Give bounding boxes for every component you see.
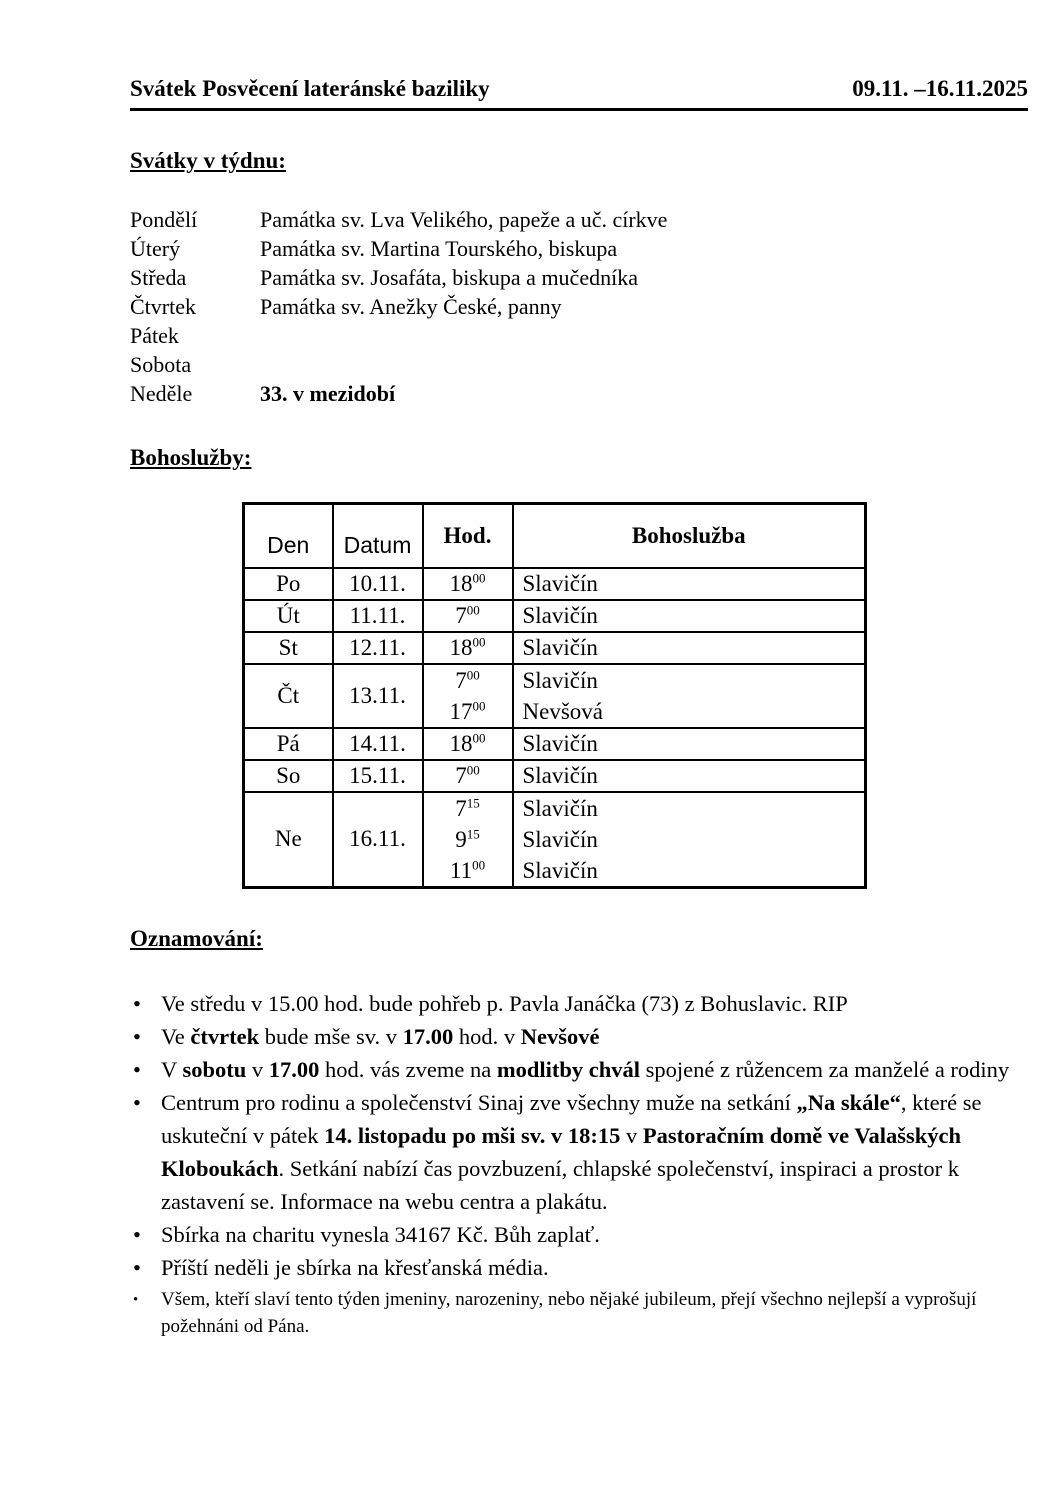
announcement-text-bold: čtvrtek: [190, 1023, 260, 1049]
section-heading-feasts: Svátky v týdnu:: [130, 148, 286, 173]
table-row: [244, 632, 866, 664]
time-minutes-superscript: 00: [466, 666, 480, 682]
place-entry: Slavičín: [522, 795, 598, 821]
time-entry: $7^{00}$: [455, 666, 480, 693]
time-minutes-superscript: 15: [466, 825, 480, 841]
place-entry: Slavičín: [522, 857, 598, 883]
place-entry: Slavičín: [522, 602, 598, 628]
services-table-body: [244, 568, 866, 888]
feast-row: [130, 263, 1028, 292]
place-entry: Slavičín: [522, 634, 598, 660]
feast-day-label: Středa: [130, 265, 187, 290]
time-minutes-superscript: 00: [472, 729, 486, 745]
feast-day-label: Pondělí: [130, 207, 198, 232]
time-entry: $7^{15}$: [455, 794, 480, 821]
feast-row: [130, 292, 1028, 321]
column-header-hod: Hod.: [423, 504, 513, 568]
column-header-bohosluzba: Bohoslužba: [513, 504, 866, 568]
cell-datum: 13.11.: [333, 664, 423, 728]
cell-bohosluzba: [513, 728, 866, 760]
announcement-text-bold: 14. listopadu po mši sv. v 18:15: [324, 1122, 621, 1148]
announcement-text-bold: Pastoračním domě ve Valašských Kloboukách: [161, 1122, 962, 1181]
announcement-text-bold: 17.00: [268, 1056, 320, 1082]
cell-den: St: [244, 632, 333, 664]
cell-hod: [423, 760, 513, 792]
page-title: Svátek Posvěcení lateránské baziliky: [130, 76, 490, 101]
announcement-text: , které se uskuteční v pátek: [161, 1089, 982, 1148]
announcement-text: Ve středu v 15.00 hod. bude pohřeb p. Pavla Janáčka (73) z Bohuslavic. RIP: [161, 990, 848, 1016]
time-entry: $11^{00}$: [449, 856, 486, 883]
place-entry: Nevšová: [522, 698, 603, 724]
feast-day-label: Úterý: [130, 236, 181, 261]
feast-description: Památka sv. Lva Velikého, papeže a uč. církve: [260, 207, 668, 232]
announcement-text: Ve: [161, 1023, 191, 1049]
time-entry: $7^{00}$: [455, 761, 480, 788]
feast-day-label: Pátek: [130, 323, 179, 348]
time-minutes-superscript: 00: [472, 856, 486, 872]
cell-hod: [423, 792, 513, 888]
feast-day-label: Neděle: [130, 381, 193, 406]
announcement-text: v: [620, 1122, 643, 1148]
place-entry: Slavičín: [522, 826, 598, 852]
table-row: [244, 568, 866, 600]
feast-description: Památka sv. Martina Tourského, biskupa: [260, 236, 618, 261]
cell-hod: [423, 728, 513, 760]
column-header-den: Den: [244, 504, 333, 568]
cell-bohosluzba: [513, 568, 866, 600]
time-minutes-superscript: 00: [472, 697, 486, 713]
feast-row: [130, 205, 1028, 234]
feast-description: Památka sv. Anežky České, panny: [260, 294, 562, 319]
announcement-item: [130, 1086, 1028, 1218]
place-entry: Slavičín: [522, 667, 598, 693]
table-row: [244, 600, 866, 632]
announcement-text: Centrum pro rodinu a společenství Sinaj zve všechny muže na setkání: [161, 1089, 797, 1115]
announcement-text-bold: „Na skále“: [796, 1089, 901, 1115]
time-entry: $9^{15}$: [455, 825, 480, 852]
time-entry: $17^{00}$: [449, 697, 486, 724]
table-row: [244, 664, 866, 728]
feast-day-label: Sobota: [130, 352, 192, 377]
announcement-text: v: [246, 1056, 269, 1082]
announcement-item: [130, 1053, 1028, 1086]
time-entry: $18^{00}$: [449, 569, 486, 596]
table-row: [244, 760, 866, 792]
time-entry: $7^{00}$: [455, 601, 480, 628]
cell-den: Pá: [244, 728, 333, 760]
cell-den: Čt: [244, 664, 333, 728]
header-date-range: 09.11. –16.11.2025: [852, 76, 1028, 101]
cell-bohosluzba: [513, 760, 866, 792]
table-row: [244, 792, 866, 888]
announcement-text-bold: sobotu: [182, 1056, 247, 1082]
announcement-item: [130, 1218, 1028, 1251]
announcement-text: spojené z růžencem za manželé a rodiny: [639, 1056, 1010, 1082]
cell-hod: [423, 600, 513, 632]
time-minutes-superscript: 00: [472, 633, 486, 649]
cell-hod: [423, 632, 513, 664]
announcement-item: [130, 987, 1028, 1020]
announcement-text-bold: 17.00: [402, 1023, 454, 1049]
announcement-text: Všem, kteří slaví tento týden jmeniny, narozeniny, nebo nějaké jubileum, přejí všechno nejlepší a vyprošují požehnáni od Pána.: [161, 1288, 977, 1337]
announcement-text: bude mše sv. v: [259, 1023, 403, 1049]
cell-hod: [423, 664, 513, 728]
cell-den: Po: [244, 568, 333, 600]
announcement-text: V: [161, 1056, 183, 1082]
table-header-row: [244, 504, 866, 568]
announcement-text: hod. vás zveme na: [319, 1056, 497, 1082]
page-header: [130, 76, 1028, 111]
section-heading-announcements: Oznamování:: [130, 925, 263, 951]
cell-hod: [423, 568, 513, 600]
announcements-list: [130, 987, 1028, 1340]
cell-den: Út: [244, 600, 333, 632]
announcement-text: hod. v: [453, 1023, 521, 1049]
announcement-text-bold: modlitby chvál: [496, 1056, 640, 1082]
announcement-item: [130, 1251, 1028, 1284]
announcement-item: [130, 1286, 1028, 1340]
place-entry: Slavičín: [522, 570, 598, 596]
cell-datum: 16.11.: [333, 792, 423, 888]
time-minutes-superscript: 15: [466, 794, 480, 810]
table-row: [244, 728, 866, 760]
announcement-text-bold: Nevšové: [520, 1023, 600, 1049]
cell-den: So: [244, 760, 333, 792]
time-minutes-superscript: 00: [466, 601, 480, 617]
announcement-text: Příští neděli je sbírka na křesťanská média.: [161, 1254, 549, 1280]
feast-list: [130, 205, 1028, 408]
column-header-datum: Datum: [333, 504, 423, 568]
feast-row: [130, 379, 1028, 408]
feast-row: [130, 234, 1028, 263]
announcement-text: . Setkání nabízí čas povzbuzení, chlapské společenství, inspiraci a prostor k zastavení se. Informace na webu centra a plakátu.: [161, 1155, 959, 1214]
time-entry: $18^{00}$: [449, 633, 486, 660]
cell-bohosluzba: [513, 600, 866, 632]
place-entry: Slavičín: [522, 730, 598, 756]
announcement-text: Sbírka na charitu vynesla 34167 Kč. Bůh zaplať.: [161, 1221, 600, 1247]
feast-day-label: Čtvrtek: [130, 294, 196, 319]
cell-bohosluzba: [513, 792, 866, 888]
time-minutes-superscript: 00: [466, 761, 480, 777]
feast-description: Památka sv. Josafáta, biskupa a mučedníka: [260, 265, 638, 290]
cell-bohosluzba: [513, 632, 866, 664]
section-heading-services: Bohoslužby:: [130, 445, 252, 470]
cell-datum: 11.11.: [333, 600, 423, 632]
feast-description: 33. v mezidobí: [260, 381, 396, 406]
announcement-item: [130, 1020, 1028, 1053]
cell-datum: 15.11.: [333, 760, 423, 792]
cell-den: Ne: [244, 792, 333, 888]
time-minutes-superscript: 00: [472, 569, 486, 585]
place-entry: Slavičín: [522, 762, 598, 788]
feast-row: [130, 321, 1028, 350]
cell-datum: 10.11.: [333, 568, 423, 600]
time-entry: $18^{00}$: [449, 729, 486, 756]
services-table: [242, 502, 867, 889]
feast-row: [130, 350, 1028, 379]
cell-bohosluzba: [513, 664, 866, 728]
cell-datum: 12.11.: [333, 632, 423, 664]
cell-datum: 14.11.: [333, 728, 423, 760]
